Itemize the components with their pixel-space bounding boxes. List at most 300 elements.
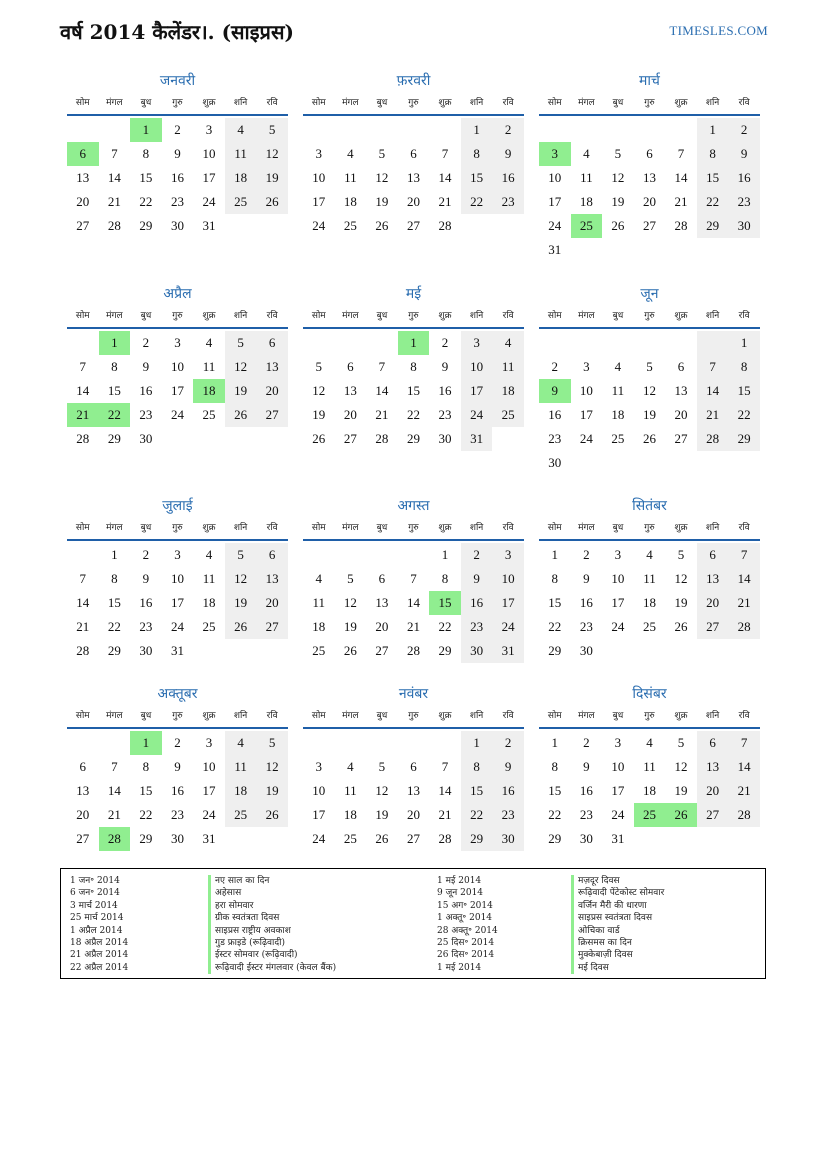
day-cell: 10: [611, 571, 625, 586]
day-cell: 22: [406, 407, 420, 422]
blank-cell: [665, 331, 697, 355]
weekday-label: सोम: [547, 311, 562, 321]
day-cell: 29: [107, 643, 121, 658]
day-cell: 30: [139, 643, 153, 658]
day-cell: 24: [312, 218, 326, 233]
day-cell: 23: [438, 407, 452, 422]
day-cell: 25: [202, 619, 216, 634]
day-cell: 24: [611, 619, 625, 634]
weekday-label: सोम: [75, 98, 90, 108]
weekday-label: गुरु: [644, 711, 655, 721]
day-cell: 30: [461, 639, 493, 663]
day-cell: 20: [256, 379, 288, 403]
blank-cell: [697, 331, 729, 355]
weekday-header: [539, 517, 760, 541]
blank-cell: [303, 331, 335, 355]
day-cell: 30: [579, 831, 593, 846]
weekday-label: रवि: [738, 98, 750, 108]
day-cell: 18: [642, 783, 656, 798]
blank-cell: [429, 731, 461, 755]
weekday-header: [67, 92, 288, 116]
day-cell: 18: [343, 807, 357, 822]
day-cell: 9: [461, 567, 493, 591]
day-grid: [303, 118, 524, 238]
day-cell: 20: [256, 591, 288, 615]
day-cell: 6: [347, 359, 354, 374]
blank-cell: [335, 731, 367, 755]
holiday-cell: 25: [571, 214, 603, 238]
day-cell: 14: [728, 755, 760, 779]
day-cell: 16: [139, 383, 153, 398]
day-cell: 28: [728, 615, 760, 639]
weekday-label: बुध: [376, 311, 388, 321]
day-cell: 20: [375, 619, 389, 634]
day-cell: 4: [614, 359, 622, 374]
day-cell: 16: [548, 407, 562, 422]
day-cell: 29: [406, 431, 420, 446]
day-cell: 9: [174, 146, 181, 161]
day-cell: 23: [170, 807, 184, 822]
day-cell: 22: [107, 619, 121, 634]
weekday-label: शनि: [233, 98, 248, 108]
day-cell: 13: [256, 355, 288, 379]
weekday-label: मंगल: [578, 711, 595, 721]
weekday-label: बुध: [376, 711, 388, 721]
month-block: [67, 683, 288, 851]
holiday-entry: 1 मई 2014: [437, 876, 482, 886]
day-cell: 5: [614, 146, 622, 161]
holiday-entry: 25 दिस॰ 2014: [437, 938, 495, 949]
blank-cell: [634, 331, 666, 355]
weekday-label: गुरु: [172, 98, 183, 108]
day-cell: 1: [461, 118, 493, 142]
day-cell: 16: [461, 591, 493, 615]
holiday-entry: 6 जन॰ 2014: [70, 888, 120, 899]
day-cell: 11: [312, 595, 326, 610]
weekday-label: शुक्र: [674, 311, 688, 321]
weekday-label: मंगल: [342, 711, 359, 721]
day-cell: 7: [728, 731, 760, 755]
day-cell: 15: [107, 383, 121, 398]
holiday-entry: साइप्रस राष्ट्रीय अवकाश: [215, 925, 291, 936]
weekday-label: शुक्र: [202, 711, 216, 721]
blank-cell: [99, 118, 131, 142]
day-cell: 1: [111, 547, 118, 562]
blank-cell: [366, 331, 398, 355]
month-block: [303, 283, 524, 451]
day-cell: 8: [410, 359, 417, 374]
holiday-entry: गुड फ्राइडे (रूढ़िवादी): [215, 938, 285, 949]
day-cell: 8: [551, 759, 559, 774]
day-cell: 29: [548, 831, 562, 846]
day-cell: 13: [406, 170, 420, 185]
day-cell: 6: [79, 759, 87, 774]
holiday-entry: 9 जून 2014: [437, 888, 484, 899]
day-cell: 5: [646, 359, 653, 374]
weekday-label: मंगल: [578, 98, 595, 108]
holiday-cell: 28: [99, 827, 131, 851]
day-cell: 10: [170, 571, 184, 586]
day-cell: 29: [697, 214, 729, 238]
holiday-entry: रूढ़िवादी पेंटेकोस्ट सोमवार: [578, 888, 665, 899]
day-cell: 12: [375, 783, 389, 798]
weekday-label: मंगल: [106, 711, 123, 721]
day-cell: 10: [202, 146, 216, 161]
day-cell: 31: [548, 242, 562, 257]
day-cell: 22: [461, 803, 493, 827]
day-cell: 21: [728, 779, 760, 803]
day-cell: 10: [170, 359, 184, 374]
holiday-entry: मुक्केबाज़ी दिवस: [578, 950, 633, 961]
weekday-label: रवि: [266, 311, 278, 321]
weekday-label: शुक्र: [438, 523, 452, 533]
blank-cell: [571, 331, 603, 355]
month-name: दिसंबर: [632, 686, 667, 702]
day-cell: 7: [441, 759, 449, 774]
day-cell: 12: [225, 355, 257, 379]
blank-cell: [571, 118, 603, 142]
day-cell: 9: [492, 142, 524, 166]
blank-cell: [67, 118, 99, 142]
day-cell: 9: [583, 759, 590, 774]
day-cell: 14: [107, 783, 121, 798]
day-cell: 9: [174, 759, 181, 774]
weekday-label: शुक्र: [674, 711, 688, 721]
day-cell: 23: [579, 619, 593, 634]
weekday-header: [67, 305, 288, 329]
holiday-names-col2: [571, 875, 664, 974]
month-name: सितंबर: [632, 498, 667, 514]
day-cell: 20: [642, 194, 656, 209]
month-name: जनवरी: [159, 73, 196, 89]
month-block: [303, 70, 524, 238]
weekday-label: मंगल: [342, 523, 359, 533]
day-cell: 17: [170, 595, 184, 610]
day-cell: 14: [375, 383, 389, 398]
weekday-header: [539, 92, 760, 116]
day-cell: 7: [441, 146, 449, 161]
day-cell: 19: [256, 779, 288, 803]
day-cell: 5: [256, 731, 288, 755]
day-cell: 6: [410, 759, 417, 774]
day-cell: 18: [202, 595, 216, 610]
day-cell: 5: [378, 146, 386, 161]
day-cell: 27: [343, 431, 357, 446]
day-cell: 8: [551, 571, 559, 586]
weekday-label: शनि: [705, 523, 720, 533]
holiday-dates-col2: [437, 875, 498, 974]
weekday-label: शनि: [705, 711, 720, 721]
day-cell: 3: [315, 759, 323, 774]
day-cell: 31: [170, 643, 184, 658]
brand-link[interactable]: TIMESLES.COM: [669, 23, 768, 38]
day-cell: 24: [492, 615, 524, 639]
day-cell: 19: [343, 619, 357, 634]
weekday-label: शुक्र: [674, 523, 688, 533]
day-cell: 26: [375, 831, 389, 846]
day-cell: 27: [76, 218, 90, 233]
day-cell: 20: [697, 779, 729, 803]
day-cell: 25: [492, 403, 524, 427]
day-cell: 6: [697, 731, 729, 755]
holiday-list: [60, 868, 766, 979]
day-cell: 3: [614, 735, 622, 750]
day-cell: 4: [492, 331, 524, 355]
weekday-label: शनि: [705, 311, 720, 321]
weekday-label: शुक्र: [674, 98, 688, 108]
weekday-label: गुरु: [408, 98, 419, 108]
weekday-label: शुक्र: [438, 711, 452, 721]
day-cell: 22: [728, 403, 760, 427]
day-cell: 31: [202, 831, 216, 846]
day-cell: 16: [492, 779, 524, 803]
weekday-label: सोम: [75, 523, 90, 533]
day-cell: 10: [202, 759, 216, 774]
holiday-entry: हरा सोमवार: [215, 900, 254, 911]
weekday-label: सोम: [75, 711, 90, 721]
month-block: [67, 283, 288, 451]
holiday-entry: नए साल का दिन: [215, 876, 270, 886]
day-cell: 23: [492, 190, 524, 214]
day-cell: 8: [728, 355, 760, 379]
month-block: [303, 495, 524, 663]
day-cell: 17: [579, 407, 593, 422]
weekday-label: सोम: [311, 523, 326, 533]
day-cell: 26: [343, 643, 357, 658]
day-grid: [303, 731, 524, 851]
weekday-header: [539, 705, 760, 729]
weekday-label: रवि: [502, 311, 514, 321]
day-cell: 28: [107, 218, 121, 233]
month-block: [539, 283, 760, 475]
day-cell: 24: [170, 407, 184, 422]
blank-cell: [398, 118, 430, 142]
day-cell: 17: [312, 194, 326, 209]
blank-cell: [602, 118, 634, 142]
day-cell: 24: [170, 619, 184, 634]
day-cell: 12: [375, 170, 389, 185]
day-cell: 7: [111, 759, 118, 774]
day-cell: 19: [674, 783, 688, 798]
holiday-entry: 1 अप्रैल 2014: [70, 925, 123, 936]
day-cell: 19: [674, 595, 688, 610]
day-cell: 8: [142, 146, 150, 161]
day-cell: 27: [697, 803, 729, 827]
day-cell: 21: [728, 591, 760, 615]
day-cell: 11: [344, 170, 357, 185]
day-cell: 17: [202, 783, 216, 798]
weekday-header: [539, 305, 760, 329]
month-name: नवंबर: [398, 686, 429, 702]
weekday-label: मंगल: [578, 523, 595, 533]
month-block: [67, 495, 288, 663]
weekday-label: रवि: [738, 311, 750, 321]
day-grid: [67, 331, 288, 451]
day-cell: 13: [76, 170, 90, 185]
day-cell: 4: [205, 335, 213, 350]
day-cell: 18: [225, 166, 257, 190]
weekday-label: शनि: [233, 311, 248, 321]
blank-cell: [303, 118, 335, 142]
day-cell: 19: [611, 194, 625, 209]
day-cell: 19: [225, 379, 257, 403]
weekday-label: गुरु: [644, 523, 655, 533]
day-cell: 25: [611, 431, 625, 446]
day-grid: [67, 118, 288, 238]
day-cell: 17: [611, 783, 625, 798]
weekday-label: मंगल: [106, 311, 123, 321]
day-cell: 6: [697, 543, 729, 567]
day-cell: 26: [225, 615, 257, 639]
day-cell: 26: [312, 431, 326, 446]
day-cell: 14: [674, 170, 688, 185]
day-cell: 18: [225, 779, 257, 803]
month-name: मार्च: [639, 73, 660, 89]
weekday-label: गुरु: [408, 311, 419, 321]
day-cell: 19: [312, 407, 326, 422]
holiday-entry: 15 अग॰ 2014: [437, 900, 493, 911]
blank-cell: [67, 543, 99, 567]
day-grid: [539, 543, 760, 663]
holiday-entry: 1 अक्तू॰ 2014: [437, 913, 493, 924]
day-cell: 25: [343, 831, 357, 846]
day-cell: 19: [375, 194, 389, 209]
blank-cell: [366, 118, 398, 142]
weekday-label: गुरु: [408, 711, 419, 721]
month-name: जून: [640, 286, 659, 302]
day-cell: 13: [375, 595, 389, 610]
day-cell: 28: [674, 218, 688, 233]
day-cell: 3: [315, 146, 323, 161]
day-cell: 16: [492, 166, 524, 190]
day-cell: 30: [438, 431, 452, 446]
weekday-label: शनि: [469, 523, 484, 533]
holiday-entry: 18 अप्रैल 2014: [70, 938, 129, 949]
page-title: वर्ष 2014 कैलेंडर।. (साइप्रस): [60, 20, 294, 44]
day-cell: 2: [174, 735, 181, 750]
weekday-label: बुध: [612, 311, 624, 321]
day-cell: 15: [728, 379, 760, 403]
blank-cell: [539, 331, 571, 355]
day-cell: 4: [583, 146, 590, 161]
day-cell: 26: [256, 803, 288, 827]
day-cell: 11: [225, 142, 257, 166]
holiday-cell: 6: [67, 142, 99, 166]
day-cell: 9: [142, 359, 150, 374]
weekday-label: रवि: [266, 523, 278, 533]
weekday-label: बुध: [612, 711, 624, 721]
day-cell: 11: [580, 170, 593, 185]
day-cell: 18: [312, 619, 326, 634]
holiday-entry: रूढ़िवादी ईस्टर मंगलवार (केवल बैंक): [215, 962, 337, 973]
day-cell: 8: [142, 759, 150, 774]
day-cell: 29: [461, 827, 493, 851]
day-cell: 17: [548, 194, 562, 209]
day-cell: 22: [697, 190, 729, 214]
day-cell: 30: [548, 455, 562, 470]
day-cell: 3: [205, 122, 213, 137]
day-cell: 2: [142, 547, 150, 562]
day-cell: 19: [642, 407, 656, 422]
day-cell: 25: [202, 407, 216, 422]
day-cell: 29: [548, 643, 562, 658]
day-cell: 7: [79, 571, 87, 586]
day-cell: 7: [677, 146, 685, 161]
day-cell: 14: [107, 170, 121, 185]
day-cell: 25: [225, 803, 257, 827]
day-cell: 3: [174, 335, 181, 350]
weekday-label: शनि: [233, 711, 248, 721]
day-cell: 22: [438, 619, 452, 634]
day-cell: 2: [551, 359, 559, 374]
day-cell: 27: [697, 615, 729, 639]
weekday-label: मंगल: [106, 523, 123, 533]
blank-cell: [398, 543, 430, 567]
day-cell: 16: [579, 595, 593, 610]
day-cell: 17: [492, 591, 524, 615]
day-cell: 12: [674, 571, 688, 586]
day-cell: 12: [642, 383, 656, 398]
day-cell: 2: [492, 118, 524, 142]
day-cell: 4: [347, 146, 354, 161]
day-cell: 24: [202, 807, 216, 822]
day-cell: 6: [646, 146, 653, 161]
day-cell: 2: [142, 335, 150, 350]
day-cell: 21: [697, 403, 729, 427]
day-cell: 24: [611, 807, 625, 822]
day-cell: 10: [579, 383, 593, 398]
day-cell: 4: [225, 731, 257, 755]
day-cell: 20: [697, 591, 729, 615]
weekday-label: बुध: [140, 311, 152, 321]
day-cell: 6: [410, 146, 417, 161]
holiday-entry: 22 अप्रैल 2014: [70, 962, 129, 973]
day-cell: 4: [646, 547, 653, 562]
day-cell: 5: [315, 359, 323, 374]
blank-cell: [99, 731, 131, 755]
day-cell: 9: [441, 359, 449, 374]
day-cell: 11: [202, 571, 216, 586]
weekday-label: शुक्र: [438, 311, 452, 321]
day-cell: 28: [697, 427, 729, 451]
blank-cell: [67, 731, 99, 755]
day-cell: 8: [697, 142, 729, 166]
day-cell: 12: [611, 170, 625, 185]
blank-cell: [335, 331, 367, 355]
day-cell: 11: [225, 755, 257, 779]
day-cell: 15: [139, 170, 153, 185]
blank-cell: [539, 118, 571, 142]
day-cell: 12: [343, 595, 357, 610]
day-cell: 26: [256, 190, 288, 214]
blank-cell: [366, 731, 398, 755]
day-cell: 30: [170, 218, 184, 233]
weekday-label: शनि: [233, 523, 248, 533]
weekday-label: रवि: [738, 711, 750, 721]
month-name: मई: [405, 286, 422, 302]
day-cell: 11: [202, 359, 216, 374]
day-cell: 16: [170, 170, 184, 185]
day-cell: 19: [256, 166, 288, 190]
day-cell: 24: [548, 218, 562, 233]
day-cell: 16: [579, 783, 593, 798]
day-cell: 21: [107, 807, 121, 822]
day-cell: 3: [583, 359, 590, 374]
holiday-cell: 22: [99, 403, 131, 427]
day-cell: 13: [674, 383, 688, 398]
weekday-label: गुरु: [172, 311, 183, 321]
day-cell: 28: [406, 643, 420, 658]
